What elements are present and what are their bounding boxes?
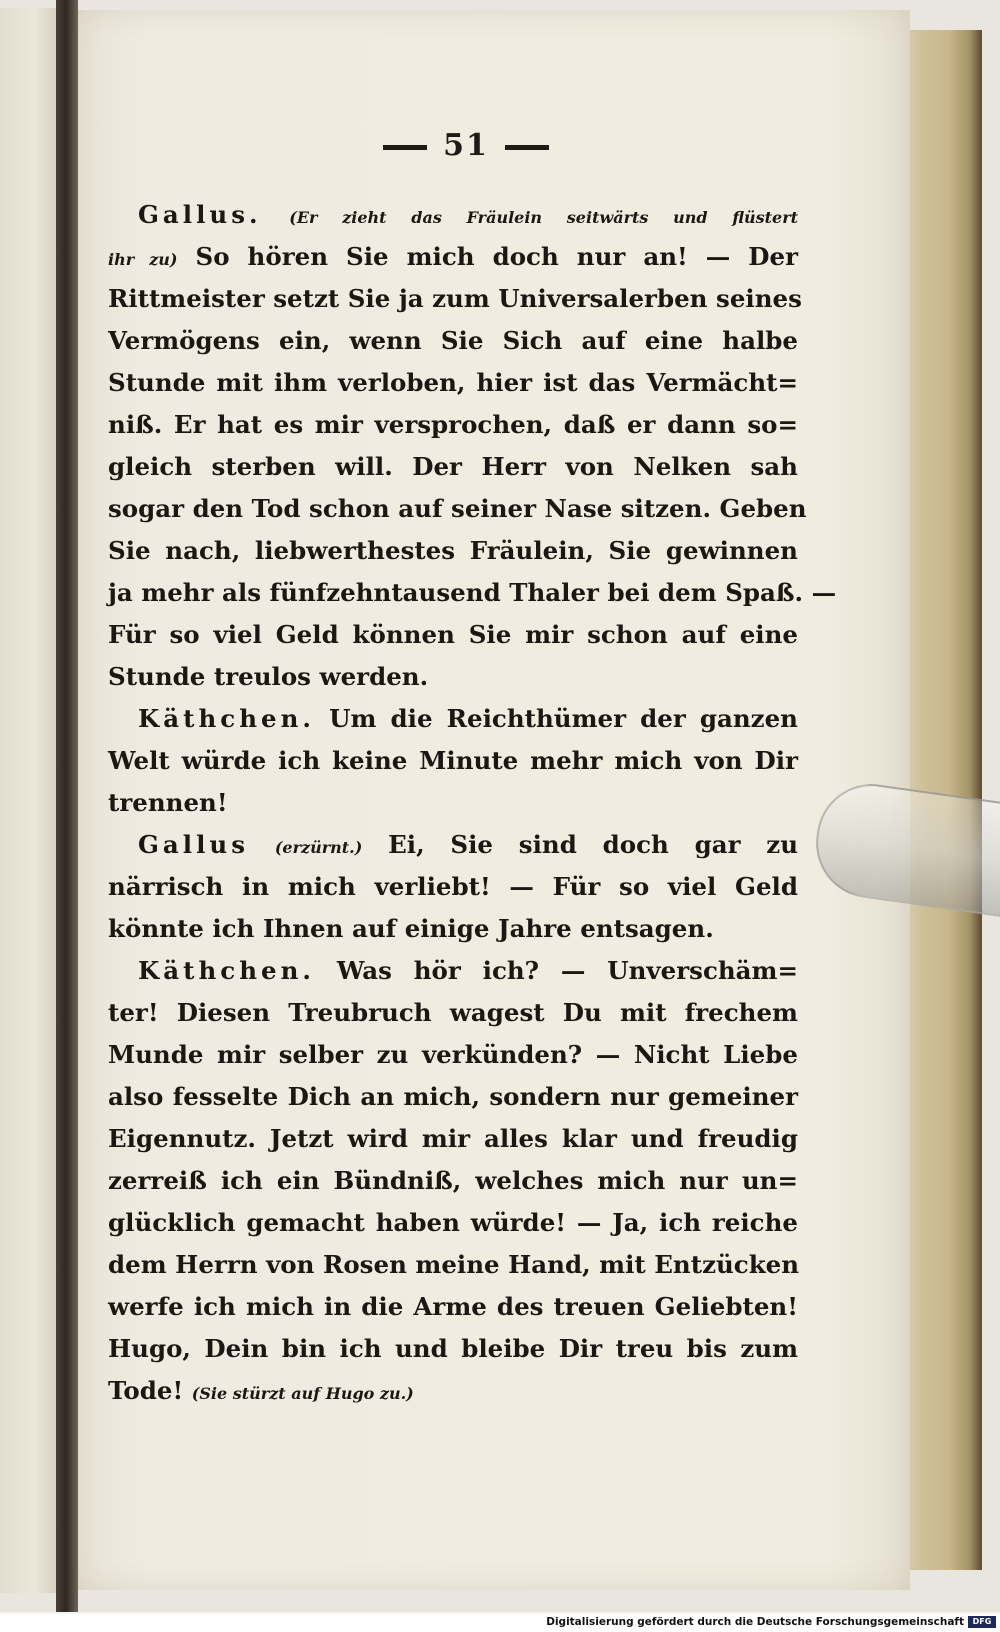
header-dash-left	[383, 145, 427, 150]
page-text	[108, 194, 837, 1412]
speaker-name: Gallus	[138, 830, 250, 859]
text-line: könnte ich Ihnen auf einige Jahre entsagen.	[108, 914, 714, 943]
stage-direction: (erzürnt.)	[274, 838, 363, 857]
text-line: trennen!	[108, 788, 228, 817]
text-line: dem Herrn von Rosen meine Hand, mit Entzücken	[108, 1250, 800, 1279]
text-line: zerreiß ich ein Bündniß, welches mich nur un=	[108, 1166, 798, 1195]
stage-direction: ihr zu)	[108, 250, 178, 269]
text-line	[108, 698, 798, 740]
line-text: Um die Reichthümer der ganzen	[329, 704, 798, 733]
text-line	[108, 950, 798, 992]
digitization-credit: Digitalisierung gefördert durch die Deutsche Forschungsgemeinschaft	[546, 1616, 964, 1628]
text-line: sogar den Tod schon auf seiner Nase sitzen. Geben	[108, 494, 807, 523]
page-number: 51	[443, 128, 489, 163]
line-text: Was hör ich? — Unverschäm=	[336, 956, 799, 985]
text-line: Hugo, Dein bin ich und bleibe Dir treu bis zum	[108, 1334, 798, 1363]
dfg-logo: DFG	[968, 1616, 996, 1628]
line-text: Tode!	[108, 1376, 184, 1405]
text-line: Stunde treulos werden.	[108, 662, 429, 691]
text-line: Welt würde ich keine Minute mehr mich von Dir	[108, 746, 798, 775]
text-line: Stunde mit ihm verloben, hier ist das Vermächt=	[108, 368, 798, 397]
text-line	[108, 1370, 798, 1412]
stage-direction: (Sie stürzt auf Hugo zu.)	[191, 1384, 414, 1403]
text-line: Für so viel Geld können Sie mir schon auf eine	[108, 620, 798, 649]
text-line: Sie nach, liebwerthestes Fräulein, Sie gewinnen	[108, 536, 798, 565]
stage-direction: (Er zieht das Fräulein seitwärts und flüstert	[289, 208, 799, 227]
speaker-name: Gallus.	[138, 200, 262, 229]
text-line: glücklich gemacht haben würde! — Ja, ich reiche	[108, 1208, 798, 1237]
text-line: Rittmeister setzt Sie ja zum Universalerben seines	[108, 284, 802, 313]
text-line	[108, 194, 798, 236]
text-line: niß. Er hat es mir versprochen, daß er dann so=	[108, 410, 798, 439]
text-line: Eigennutz. Jetzt wird mir alles klar und freudig	[108, 1124, 798, 1153]
speaker-name: Käthchen.	[138, 956, 315, 985]
text-line: Vermögens ein, wenn Sie Sich auf eine halbe	[108, 326, 798, 355]
line-text: So hören Sie mich doch nur an! — Der	[195, 242, 799, 271]
book-gutter	[56, 0, 78, 1612]
text-line: närrisch in mich verliebt! — Für so viel Geld	[108, 872, 798, 901]
header-dash-right	[505, 145, 549, 150]
speaker-name: Käthchen.	[138, 704, 315, 733]
text-line: Munde mir selber zu verkünden? — Nicht Liebe	[108, 1040, 798, 1069]
text-line: ter! Diesen Treubruch wagest Du mit frechem	[108, 998, 798, 1027]
facing-page-edge	[0, 8, 58, 1593]
text-line: ja mehr als fünfzehntausend Thaler bei dem Spaß. —	[108, 578, 837, 607]
page-header	[366, 128, 566, 168]
line-text: Ei, Sie sind doch gar zu	[388, 830, 799, 859]
text-line: werfe ich mich in die Arme des treuen Geliebten!	[108, 1292, 798, 1321]
text-line	[108, 236, 798, 278]
text-line: also fesselte Dich an mich, sondern nur gemeiner	[108, 1082, 798, 1111]
text-line	[108, 824, 798, 866]
text-line: gleich sterben will. Der Herr von Nelken sah	[108, 452, 798, 481]
